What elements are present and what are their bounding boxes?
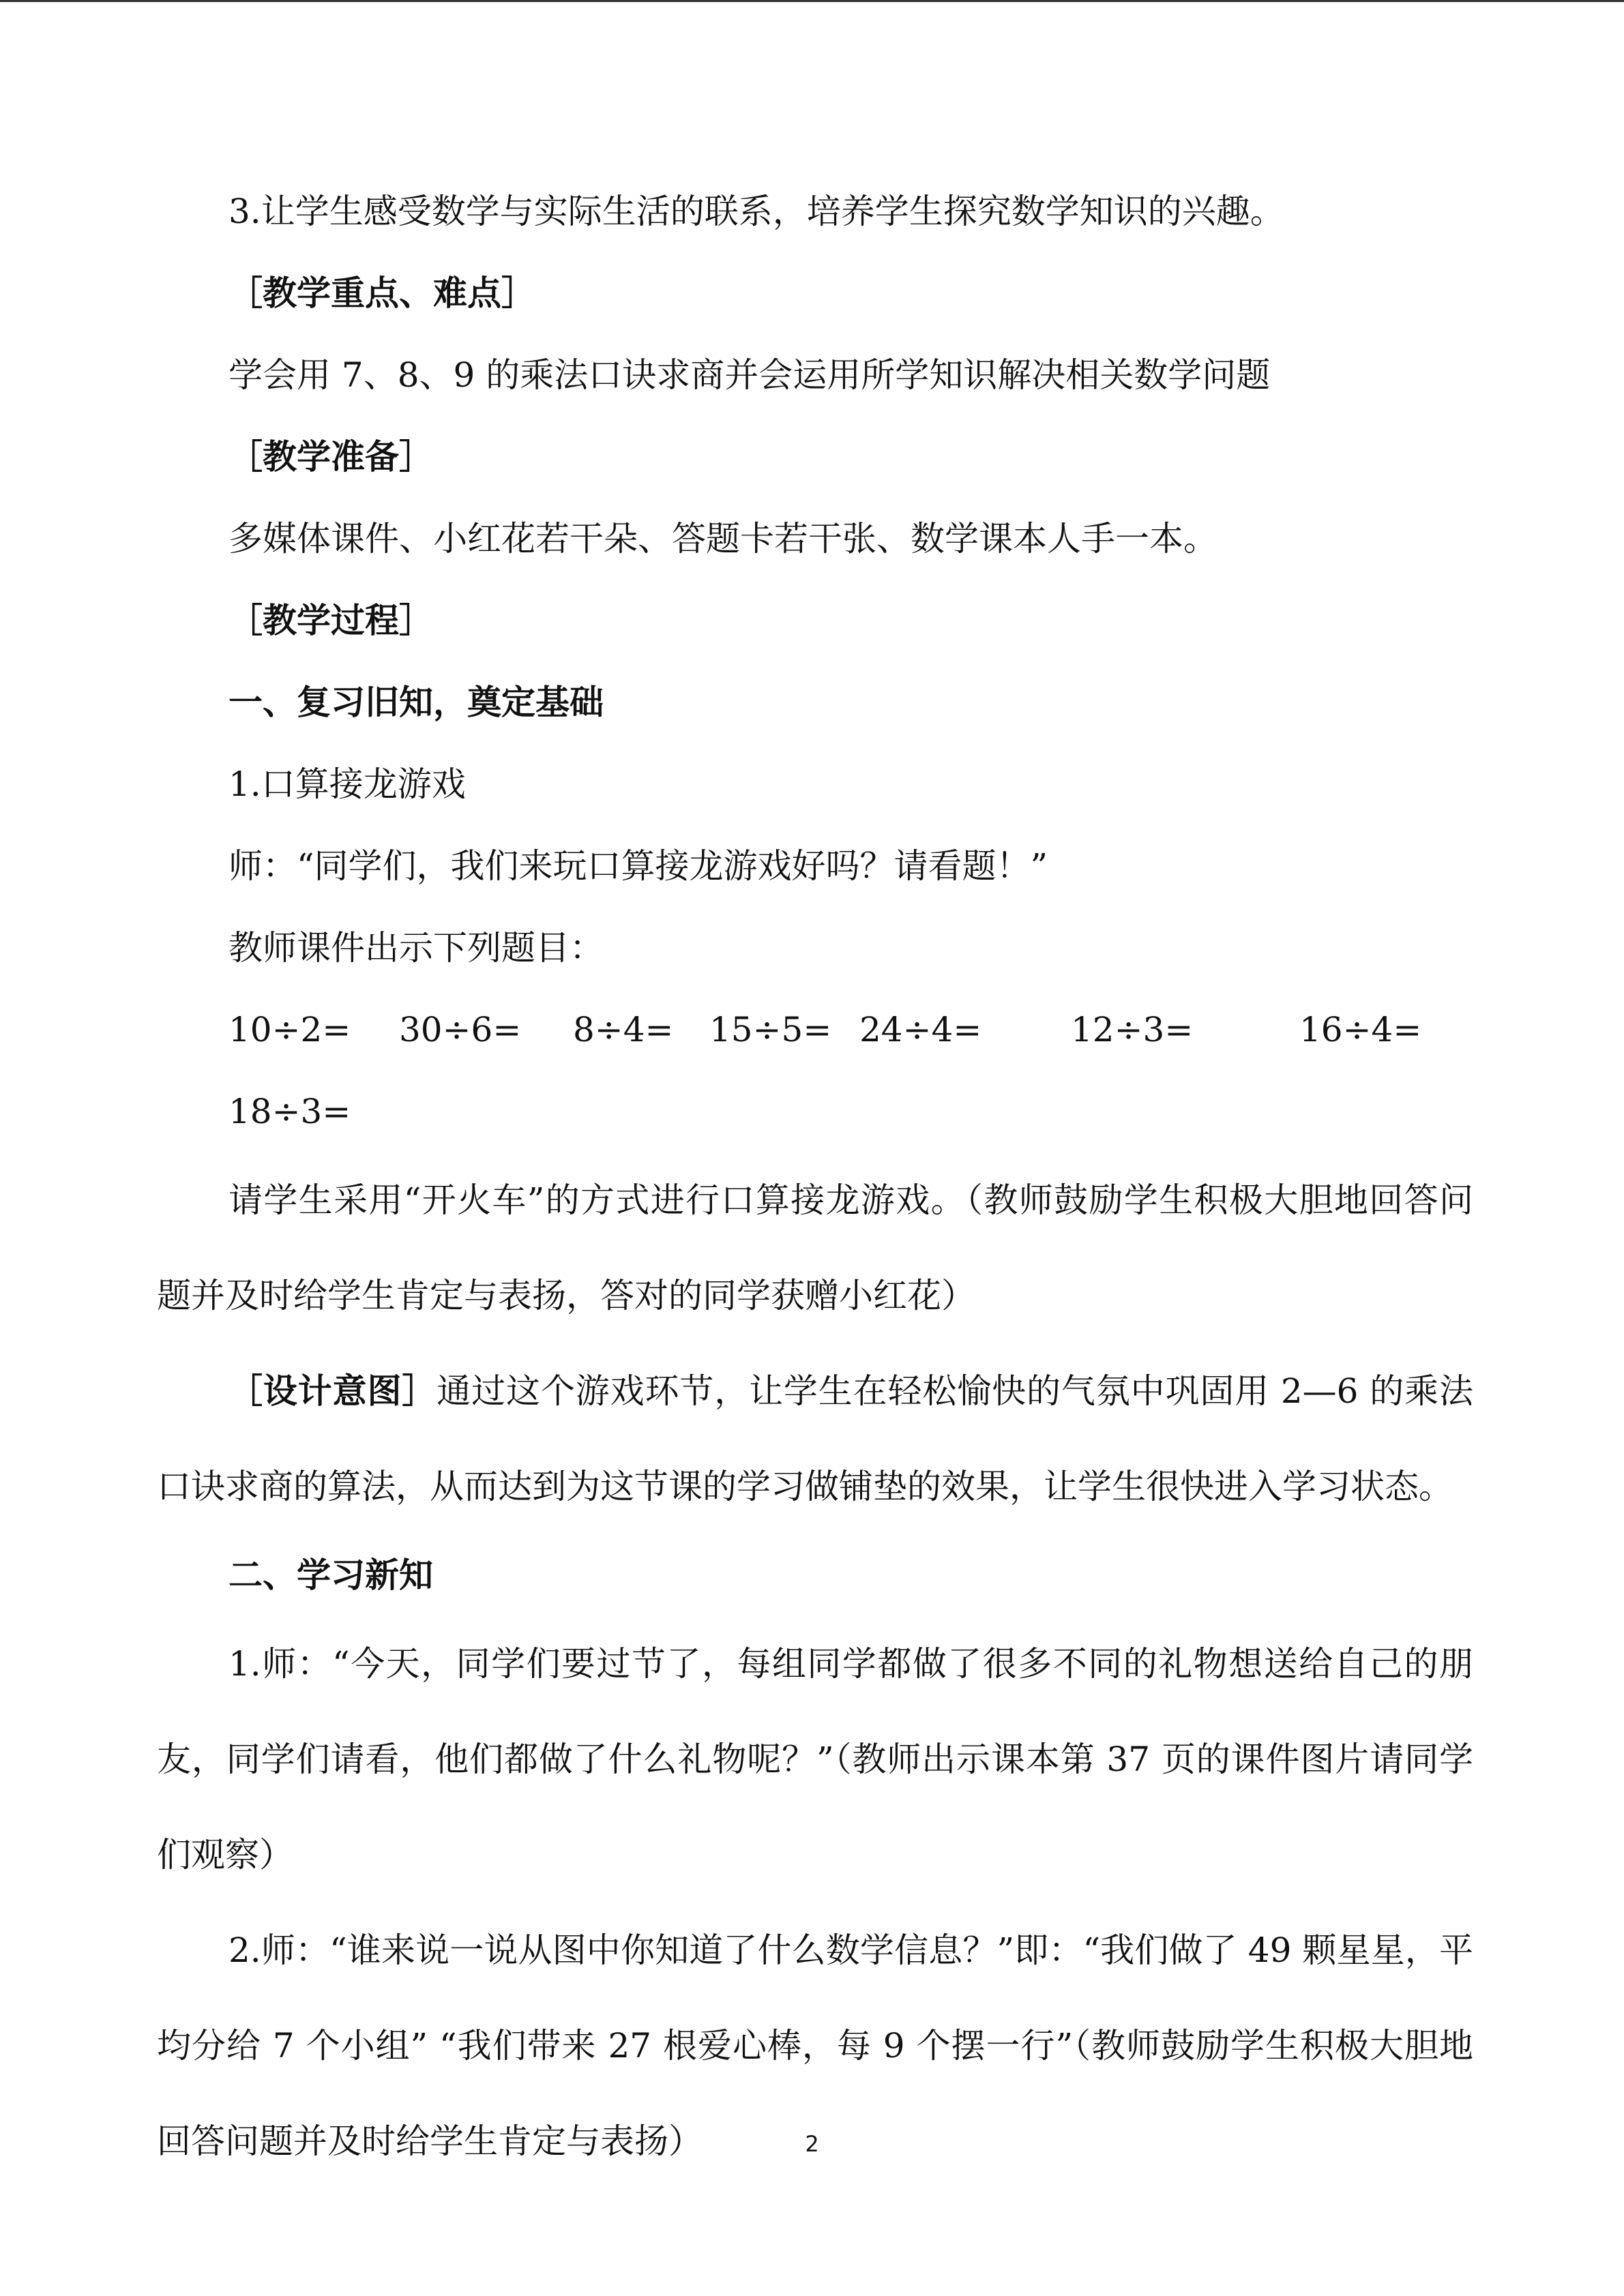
new-knowledge-paragraph-2: 2.师：“谁来说一说从图中你知道了什么数学信息？”即：“我们做了 49 颗星星，平均分给 7 个小组” “我们带来 27 根爱心棒，每 9 个摆一行”（教师鼓励学生积极大胆地回答问题并及时给学生肯定与表扬） xyxy=(157,1930,1473,2161)
design-paragraph xyxy=(157,1343,1473,1534)
equation: 16÷4= xyxy=(1299,1010,1422,1049)
preparation-text: 多媒体课件、小红花若干朵、答题卡若干张、数学课本人手一本。 xyxy=(228,519,1217,558)
heading-section-2: 二、学习新知 xyxy=(228,1555,433,1595)
equation: 8÷4= xyxy=(573,1010,674,1049)
page-number: 2 xyxy=(805,2131,819,2157)
design-label: ［设计意图］ xyxy=(228,1371,437,1411)
equation: 24÷4= xyxy=(859,1010,982,1049)
new-knowledge-paragraph-1: 1.师：“今天，同学们要过节了，每组同学都做了很多不同的礼物想送给自己的朋友，同学们请看，他们都做了什么礼物呢？”（教师出示课本第 37 页的课件图片请同学们观察） xyxy=(157,1644,1473,1875)
design-text: 通过这个游戏环节，让学生在轻松愉快的气氛中巩固用 2—6 的乘法口诀求商的算法，从而达到为这节课的学习做铺垫的效果，让学生很快进入学习状态。 xyxy=(157,1371,1474,1506)
heading-preparation: ［教学准备］ xyxy=(228,436,433,477)
item-1: 1.口算接龙游戏 xyxy=(228,764,466,804)
equation: 10÷2= xyxy=(228,1010,351,1049)
equation-last: 18÷3= xyxy=(228,1092,351,1131)
goal-3: 3.让学生感受数学与实际生活的联系，培养学生探究数学知识的兴趣。 xyxy=(228,192,1284,231)
key-points-text: 学会用 7、8、9 的乘法口诀求商并会运用所学知识解决相关数学问题 xyxy=(228,355,1271,395)
top-border xyxy=(0,0,1624,2)
teacher-line-1: 师：“同学们，我们来玩口算接龙游戏好吗？请看题！” xyxy=(228,846,1048,886)
equation: 12÷3= xyxy=(1071,1010,1194,1049)
document-page xyxy=(157,170,1473,2189)
heading-section-1: 一、复习旧知，奠定基础 xyxy=(228,682,604,722)
game-paragraph: 请学生采用“开火车”的方式进行口算接龙游戏。（教师鼓励学生积极大胆地回答问题并及时给学生肯定与表扬，答对的同学获赠小红花） xyxy=(157,1180,1473,1315)
heading-key-points: ［教学重点、难点］ xyxy=(228,273,535,313)
equation: 30÷6= xyxy=(399,1010,522,1049)
equation: 15÷5= xyxy=(709,1010,832,1049)
equation-row xyxy=(157,989,1473,1071)
heading-process: ［教学过程］ xyxy=(228,600,433,640)
show-line: 教师课件出示下列题目： xyxy=(228,928,604,968)
